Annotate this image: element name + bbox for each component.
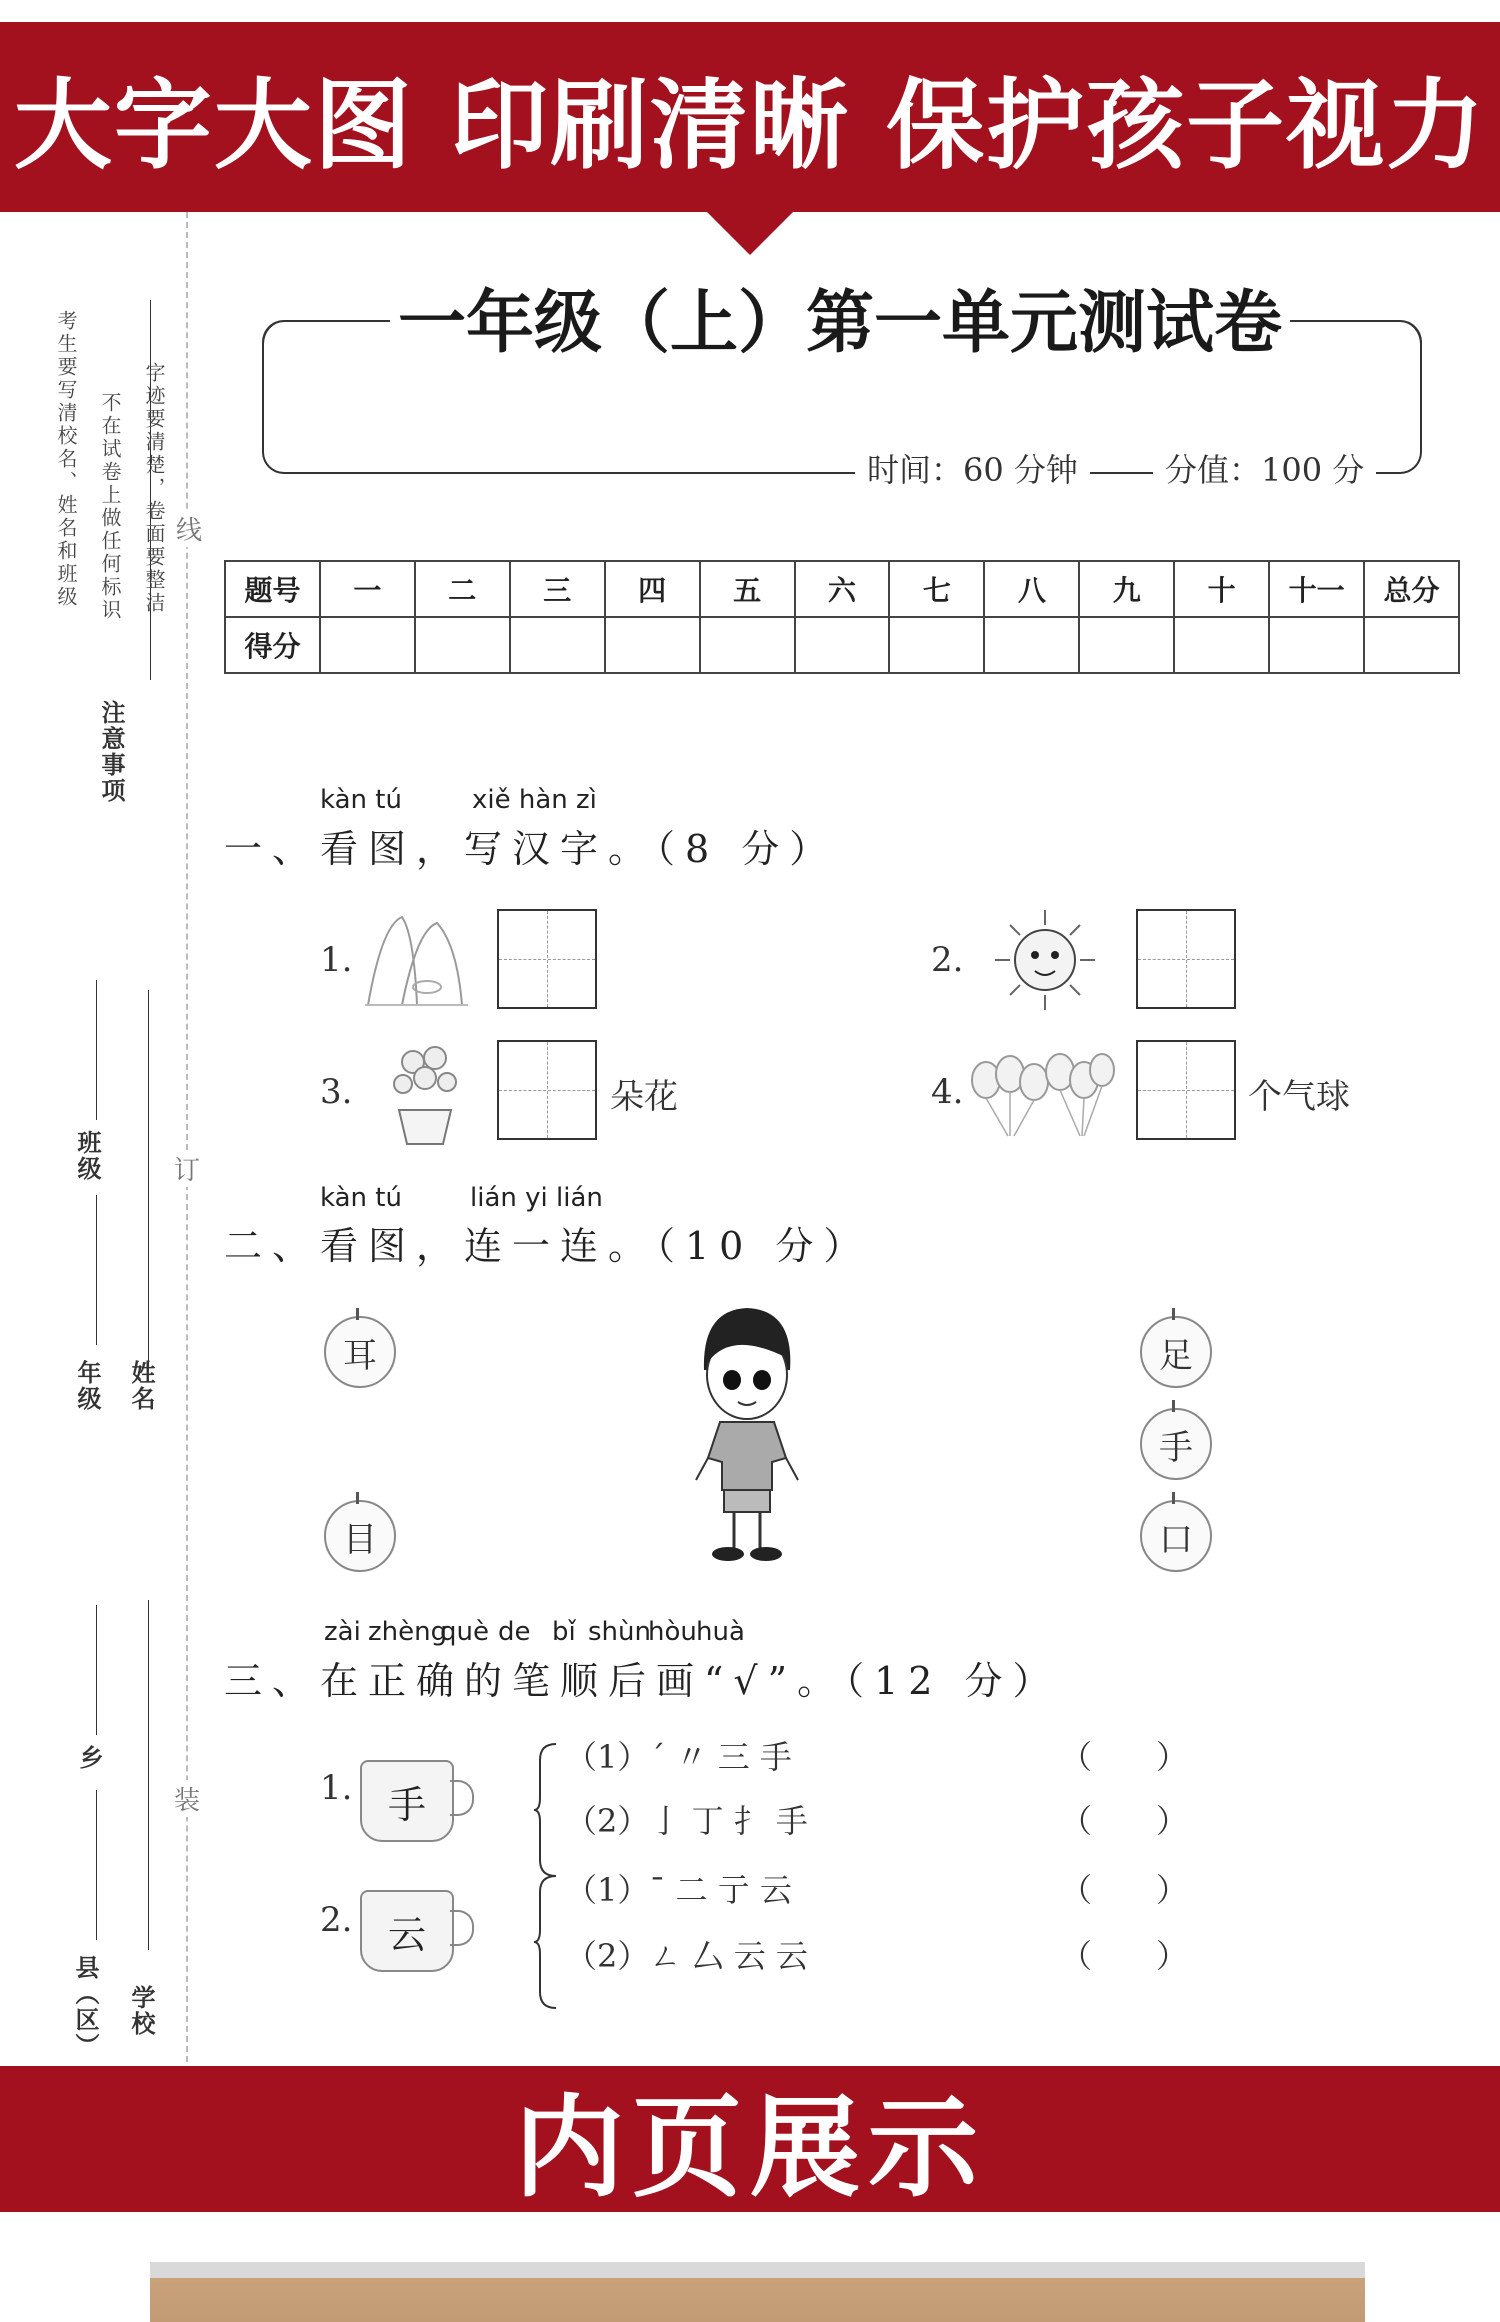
score-table-cell: 三 bbox=[510, 561, 605, 617]
q3-pinyin-bi: bǐ bbox=[552, 1617, 576, 1647]
score-input-cell[interactable] bbox=[510, 617, 605, 673]
grade-label: 年级 bbox=[73, 1360, 101, 1412]
township-line bbox=[96, 1605, 97, 1735]
cup-char-yun: 云 bbox=[360, 1890, 454, 1972]
q3-g2-option-2: （2）ㄥ 厶 云 云 bbox=[565, 1937, 808, 1975]
q1-item1-num: 1. bbox=[320, 940, 353, 980]
score-row-label: 得分 bbox=[225, 617, 320, 673]
apple-char-eye[interactable]: 目 bbox=[324, 1500, 396, 1572]
exam-score: 分值：100 分 bbox=[1153, 445, 1376, 491]
q1-answer-box-4[interactable] bbox=[1136, 1040, 1236, 1140]
class-line bbox=[96, 980, 97, 1120]
q1-item4-suffix: 个气球 bbox=[1248, 1077, 1350, 1117]
q1-pinyin-2: xiě hàn zì bbox=[472, 785, 597, 815]
boy-figure-icon bbox=[672, 1300, 822, 1568]
score-table-cell: 八 bbox=[984, 561, 1079, 617]
score-table-cell: 十一 bbox=[1269, 561, 1364, 617]
apple-char-ear[interactable]: 耳 bbox=[324, 1316, 396, 1388]
q3-pinyin-que: què bbox=[440, 1617, 489, 1647]
binding-mark-bind: 装 bbox=[174, 1780, 200, 1817]
q3-g1-answer-2[interactable]: （ ） bbox=[1060, 1802, 1189, 1840]
q3-g2-answer-2[interactable]: （ ） bbox=[1060, 1937, 1189, 1975]
q3-pinyin-shun: shùn bbox=[588, 1617, 651, 1647]
q3-pinyin-zai: zài bbox=[324, 1617, 361, 1647]
q3-g1-option-2: （2）亅 丁 扌 手 bbox=[565, 1802, 808, 1840]
score-input-cell[interactable] bbox=[795, 617, 890, 673]
exam-time: 时间：60 分钟 bbox=[855, 445, 1090, 491]
score-table-cell: 六 bbox=[795, 561, 890, 617]
brace-icon bbox=[532, 1740, 562, 1880]
notice-line-3: 字迹要清楚，卷面要整洁 bbox=[142, 362, 166, 615]
school-line bbox=[148, 1600, 149, 1950]
township-label: 乡 bbox=[75, 1745, 103, 1771]
score-input-cell[interactable] bbox=[1174, 617, 1269, 673]
exam-title: 一年级（上）第一单元测试卷 bbox=[390, 278, 1290, 368]
q1-title: 一、看图，写汉字。（8 分） bbox=[224, 827, 838, 871]
notice-line-1: 考生要写清校名、姓名和班级 bbox=[54, 310, 78, 609]
top-banner: 大字大图 印刷清晰 保护孩子视力 bbox=[0, 22, 1500, 212]
score-input-cell[interactable] bbox=[984, 617, 1079, 673]
score-table-cell: 十 bbox=[1174, 561, 1269, 617]
book-edge-image bbox=[150, 2262, 1365, 2322]
q1-item3-suffix: 朵花 bbox=[610, 1077, 678, 1117]
potted-flower-icon bbox=[385, 1040, 465, 1150]
q1-item3-num: 3. bbox=[320, 1072, 353, 1112]
q1-item4-num: 4. bbox=[931, 1072, 964, 1112]
name-line bbox=[148, 990, 149, 1370]
name-label: 姓名 bbox=[127, 1360, 155, 1412]
q2-title: 二、看图，连一连。（10 分） bbox=[224, 1224, 872, 1268]
cup-char-shou: 手 bbox=[360, 1760, 454, 1842]
q1-pinyin-1: kàn tú bbox=[320, 785, 402, 815]
mountain-icon bbox=[362, 905, 472, 1015]
score-input-cell[interactable] bbox=[700, 617, 795, 673]
q1-answer-box-3[interactable] bbox=[497, 1040, 597, 1140]
q3-g1-answer-1[interactable]: （ ） bbox=[1060, 1738, 1189, 1776]
bottom-banner: 内页展示 bbox=[0, 2066, 1500, 2212]
q3-pinyin-zheng: zhèng bbox=[368, 1617, 448, 1647]
q3-pinyin-hua: huà bbox=[696, 1617, 745, 1647]
binding-mark-staple: 订 bbox=[174, 1150, 200, 1187]
notice-line-2: 不在试卷上做任何标识 bbox=[98, 392, 122, 622]
binding-mark-line: 线 bbox=[176, 510, 202, 547]
score-table-cell: 九 bbox=[1079, 561, 1174, 617]
score-input-cell[interactable] bbox=[605, 617, 700, 673]
county-line bbox=[96, 1790, 97, 1940]
score-table-cell: 总分 bbox=[1364, 561, 1459, 617]
q1-item2-num: 2. bbox=[931, 940, 964, 980]
q3-g2-answer-1[interactable]: （ ） bbox=[1060, 1871, 1189, 1909]
apple-char-hand[interactable]: 手 bbox=[1140, 1408, 1212, 1480]
score-input-cell[interactable] bbox=[320, 617, 415, 673]
banner-notch bbox=[705, 210, 795, 255]
score-table-cell: 五 bbox=[700, 561, 795, 617]
score-input-cell[interactable] bbox=[1364, 617, 1459, 673]
q1-answer-box-2[interactable] bbox=[1136, 909, 1236, 1009]
apple-char-mouth[interactable]: 口 bbox=[1140, 1500, 1212, 1572]
q3-title: 三、在正确的笔顺后画“√”。（12 分） bbox=[224, 1659, 1061, 1703]
q3-pinyin-hou: hòu bbox=[648, 1617, 697, 1647]
score-table-score-row bbox=[225, 617, 1459, 673]
apple-char-foot[interactable]: 足 bbox=[1140, 1316, 1212, 1388]
q3-group2-num: 2. bbox=[320, 1900, 353, 1940]
q3-group1-num: 1. bbox=[320, 1768, 353, 1808]
q3-g1-option-1: （1）ˊ 〃 三 手 bbox=[565, 1738, 792, 1776]
balloons-icon bbox=[968, 1050, 1118, 1140]
score-input-cell[interactable] bbox=[1269, 617, 1364, 673]
score-input-cell[interactable] bbox=[1079, 617, 1174, 673]
score-table-cell: 一 bbox=[320, 561, 415, 617]
score-table-cell: 题号 bbox=[225, 561, 320, 617]
sun-icon bbox=[990, 905, 1100, 1015]
county-label: 县（区） bbox=[71, 1955, 99, 2059]
q3-pinyin-de: de bbox=[498, 1617, 531, 1647]
q3-g2-option-1: （1）ˉ 二 亍 云 bbox=[565, 1871, 792, 1909]
school-label: 学校 bbox=[127, 1985, 155, 2037]
q2-pinyin-2: lián yi lián bbox=[470, 1183, 603, 1213]
q2-pinyin-1: kàn tú bbox=[320, 1183, 402, 1213]
score-input-cell[interactable] bbox=[889, 617, 984, 673]
notice-rule bbox=[150, 300, 151, 680]
score-table-header-row bbox=[225, 561, 1459, 617]
q1-answer-box-1[interactable] bbox=[497, 909, 597, 1009]
class-label: 班级 bbox=[73, 1130, 101, 1182]
score-table-cell: 二 bbox=[415, 561, 510, 617]
brace-icon bbox=[532, 1872, 562, 2012]
grade-line bbox=[96, 1195, 97, 1345]
score-table-cell: 七 bbox=[889, 561, 984, 617]
score-table bbox=[224, 560, 1460, 674]
score-input-cell[interactable] bbox=[415, 617, 510, 673]
notice-title: 注意事项 bbox=[97, 700, 125, 804]
score-table-cell: 四 bbox=[605, 561, 700, 617]
